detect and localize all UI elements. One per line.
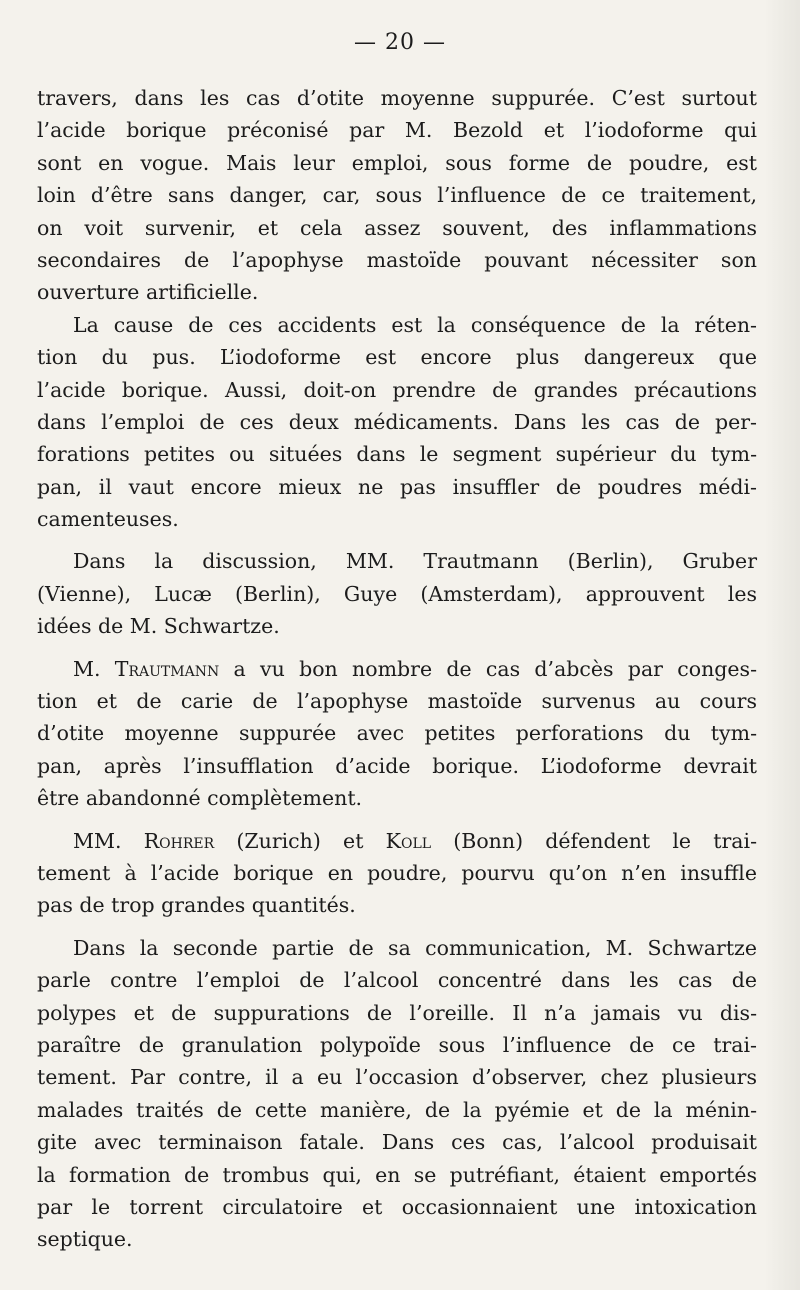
text-line: pan, après l’insufflation d’acide borique. L’iodoforme devrait	[37, 753, 757, 778]
paragraph-4	[37, 653, 757, 815]
text-line	[37, 825, 757, 857]
text-run: M.	[73, 656, 115, 681]
text-line: d’otite moyenne suppurée avec petites perforations du tym-	[37, 721, 757, 746]
text-run: a vu bon nombre de cas d’abcès par conges-	[219, 656, 757, 681]
text-line: Dans la seconde partie de sa communication, M. Schwartze	[73, 935, 757, 960]
paragraph-1	[37, 82, 757, 309]
text-line: polypes et de suppurations de l’oreille. Il n’a jamais vu dis-	[37, 1000, 757, 1025]
paragraph-2	[37, 309, 757, 536]
text-line: par le torrent circulatoire et occasionnaient une intoxication	[37, 1194, 757, 1219]
text-line: dans l’emploi de ces deux médicaments. Dans les cas de per-	[37, 409, 757, 434]
text-line: pas de trop grandes quantités.	[37, 893, 356, 918]
text-line: on voit survenir, et cela assez souvent, des inflammations	[37, 215, 757, 240]
text-line: Dans la discussion, MM. Trautmann (Berlin), Gruber	[73, 549, 757, 574]
text-line: l’acide borique préconisé par M. Bezold et l’iodoforme qui	[37, 118, 757, 143]
page-number: — 20 —	[354, 30, 446, 55]
speaker-name: Koll	[385, 828, 432, 853]
paragraph-6	[37, 932, 757, 1256]
text-line: (Vienne), Lucæ (Berlin), Guye (Amsterdam), approuvent les	[37, 581, 757, 606]
page-edge-shadow	[764, 0, 800, 1290]
paragraph-3	[37, 545, 757, 642]
speaker-name: Rohrer	[143, 828, 215, 853]
text-line: parle contre l’emploi de l’alcool concentré dans les cas de	[37, 968, 757, 993]
body-text	[37, 82, 757, 1256]
text-line: sont en vogue. Mais leur emploi, sous forme de poudre, est	[37, 150, 757, 175]
text-run: MM.	[73, 828, 144, 853]
text-run: (Bonn) défendent le trai-	[431, 828, 758, 853]
paragraph-gap	[37, 922, 757, 932]
text-line: camenteuses.	[37, 507, 179, 532]
text-line: La cause de ces accidents est la conséquence de la réten-	[73, 312, 757, 337]
text-line: tement à l’acide borique en poudre, pourvu qu’on n’en insuffle	[37, 860, 757, 885]
text-line: forations petites ou situées dans le segment supérieur du tym-	[37, 442, 757, 467]
text-line: malades traités de cette manière, de la pyémie et de la ménin-	[37, 1097, 757, 1122]
text-line	[37, 653, 757, 685]
text-line: tion et de carie de l’apophyse mastoïde survenus au cours	[37, 689, 757, 714]
paragraph-5	[37, 825, 757, 922]
text-line: idées de M. Schwartze.	[37, 614, 280, 639]
paragraph-gap	[37, 643, 757, 653]
text-line: septique.	[37, 1227, 133, 1252]
text-line: travers, dans les cas d’otite moyenne suppurée. C’est surtout	[37, 86, 757, 110]
text-line: l’acide borique. Aussi, doit-on prendre de grandes précautions	[37, 377, 757, 402]
text-line: la formation de trombus qui, en se putréfiant, étaient emportés	[37, 1162, 757, 1187]
text-line: loin d’être sans danger, car, sous l’influence de ce traitement,	[37, 183, 757, 208]
text-line: être abandonné complètement.	[37, 786, 363, 811]
paragraph-gap	[37, 815, 757, 825]
text-line: tion du pus. L’iodoforme est encore plus dangereux que	[37, 345, 757, 370]
speaker-name: Trautmann	[114, 656, 220, 681]
text-run: (Zurich) et	[214, 828, 386, 853]
text-line: tement. Par contre, il a eu l’occasion d’observer, chez plusieurs	[37, 1065, 757, 1090]
text-line: secondaires de l’apophyse mastoïde pouvant nécessiter son	[37, 247, 757, 272]
text-line: paraître de granulation polypoïde sous l’influence de ce trai-	[37, 1032, 757, 1057]
text-line: pan, il vaut encore mieux ne pas insuffler de poudres médi-	[37, 474, 757, 499]
text-line: ouverture artificielle.	[37, 280, 259, 305]
paragraph-gap	[37, 535, 757, 545]
text-line: gite avec terminaison fatale. Dans ces cas, l’alcool produisait	[37, 1130, 757, 1155]
